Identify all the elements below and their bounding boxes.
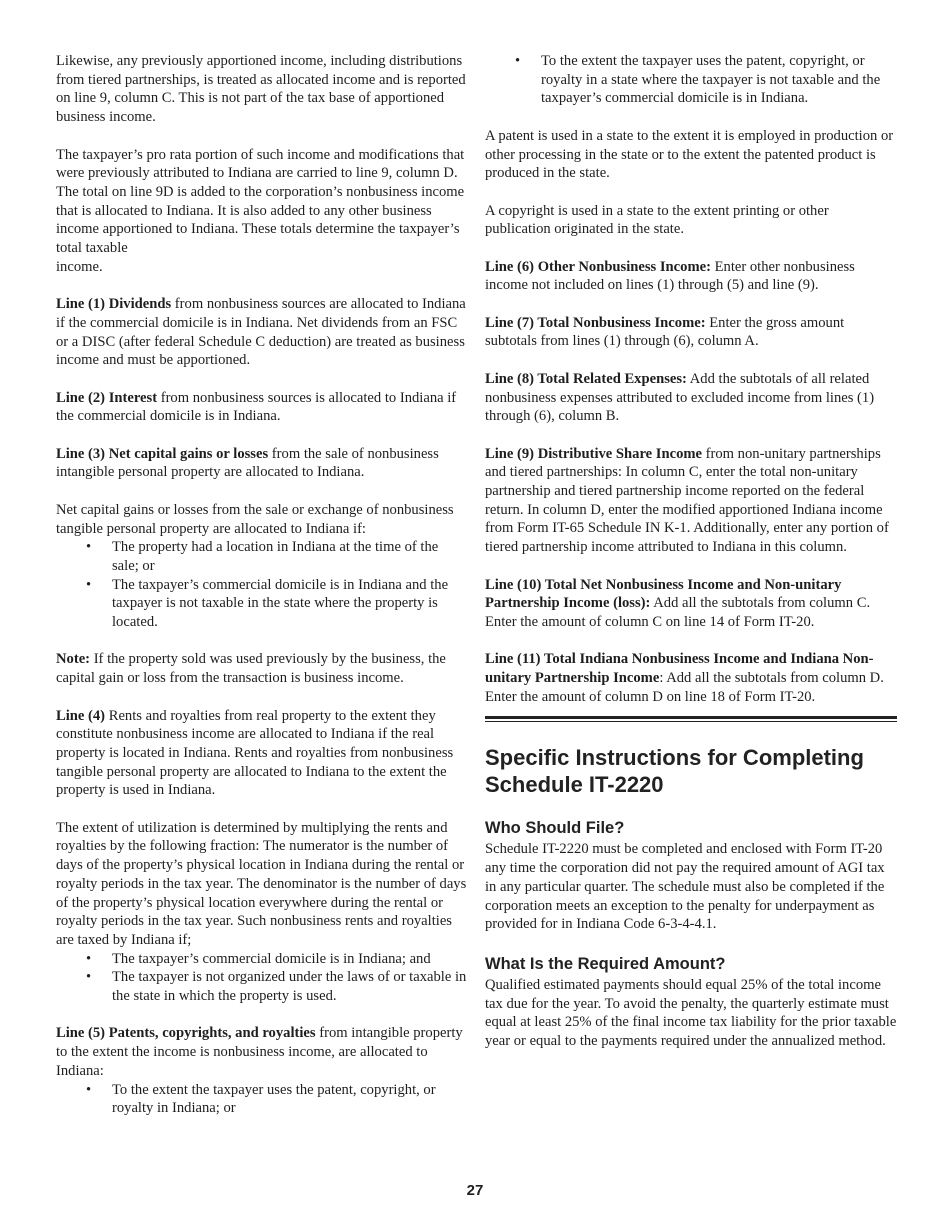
page-number: 27 — [466, 1182, 484, 1199]
extent-list — [56, 950, 468, 1006]
list-item: • The property had a location in Indiana at the time of the sale; or — [56, 538, 468, 575]
note-label: Note: — [56, 651, 91, 668]
list-item: • The taxpayer is not organized under the laws of or taxable in the state in which the property is used. — [56, 968, 468, 1005]
net-capital-intro: Net capital gains or losses from the sale or exchange of nonbusiness tangible personal property are allocated to Indiana if: — [56, 501, 454, 537]
line-6-text: Enter other nonbusiness income not included on lines (1) through (5) and line (9). — [485, 258, 855, 294]
line-5-list-continued — [485, 52, 897, 108]
line-10-text: Add all the subtotals from column C. Enter the amount of column C on line 14 of Form IT-20. — [485, 595, 871, 630]
pro-rata-text: The taxpayer’s pro rata portion of such income and modifications that were previously attributed to Indiana are carried to line 9, column D. The total on line 9D is added to the corporation’s nonbusiness income that is allocated to Indiana. It is also added to any other business income apportioned to Indiana. These totals determine the taxpayer’s total taxable — [56, 146, 465, 257]
line-5-list — [56, 1081, 468, 1118]
line-1-text: from nonbusiness sources are allocated to Indiana if the commercial domicile is in Indiana. Net dividends from an FSC or a DISC (after federal Schedule C deduction) are treated as business income and must be apportioned. — [56, 296, 466, 369]
left-column — [56, 52, 468, 1137]
right-column — [485, 52, 897, 1070]
line-2-label: Line (2) Interest — [56, 389, 158, 406]
line-8-text: Add the subtotals of all related nonbusiness expenses attributed to excluded income from lines (1) through (6), column B. — [485, 370, 875, 425]
required-amount-heading: What Is the Required Amount? — [485, 955, 726, 973]
line-2-text: from nonbusiness sources is allocated to Indiana if the commercial domicile is in Indiana. — [56, 389, 457, 425]
line-6-other-income — [485, 258, 897, 295]
section-title: Specific Instructions for Completing Schedule IT-2220 — [485, 745, 864, 798]
line-4-label: Line (4) — [56, 707, 106, 724]
line-11-total-indiana — [485, 650, 897, 706]
line-8-label: Line (8) Total Related Expenses: — [485, 370, 687, 387]
list-item: • The taxpayer’s commercial domicile is in Indiana and the taxpayer is not taxable in the state where the property is located. — [56, 576, 468, 632]
line-3-capital-gains — [56, 445, 468, 482]
line-4-rents — [56, 707, 468, 801]
paragraph-previously-apportioned: Likewise, any previously apportioned income, including distributions from tiered partnerships, is treated as allocated income and is reported on line 9, column C. This is not part of the tax base of apportioned business income. — [56, 53, 466, 126]
required-amount-text: Qualified estimated payments should equal 25% of the total income tax due for the year. To avoid the penalty, the quarterly estimate must equal at least 25% of the final income tax liability for the prior taxable year or equal to the payments required under the annualized method. — [485, 977, 897, 1050]
line-2-interest — [56, 389, 468, 426]
line-3-label: Line (3) Net capital gains or losses — [56, 445, 269, 462]
list-item: • To the extent the taxpayer uses the patent, copyright, or royalty in a state where the taxpayer is not taxable and the taxpayer’s commercial domicile is in Indiana. — [485, 52, 897, 108]
line-7-total-nonbusiness — [485, 314, 897, 351]
line-4-text: Rents and royalties from real property to the extent they constitute nonbusiness income are allocated to Indiana if the real property is located in Indiana. Rents and royalties from nonbusiness tangible personal property are allocated to Indiana to the extent the property is used in Indiana. — [56, 707, 454, 799]
section-divider — [485, 716, 897, 722]
extent-of-utilization: The extent of utilization is determined by multiplying the rents and royalties by the following fraction: The numerator is the number of days of the property’s physical location in Indiana during the rental or royalty periods in the tax year. The denominator is the number of days of the property’s physical location everywhere during the rental or royalty periods in the tax year. Such nonbusiness rents and royalties are taxed by Indiana if; — [56, 819, 467, 948]
list-item: • The taxpayer’s commercial domicile is in Indiana; and — [56, 950, 468, 969]
line-5-label: Line (5) Patents, copyrights, and royalties — [56, 1025, 316, 1042]
line-9-label: Line (9) Distributive Share Income — [485, 445, 703, 462]
line-1-dividends — [56, 295, 468, 370]
who-should-file-heading: Who Should File? — [485, 819, 625, 838]
line-5-patents — [56, 1024, 468, 1080]
net-capital-list — [56, 538, 468, 632]
line-9-distributive-share — [485, 445, 897, 557]
copyright-usage: A copyright is used in a state to the extent printing or other publication originated in the state. — [485, 202, 829, 238]
line-6-label: Line (6) Other Nonbusiness Income: — [485, 258, 711, 275]
list-item: • To the extent the taxpayer uses the patent, copyright, or royalty in Indiana; or — [56, 1081, 468, 1118]
patent-usage: A patent is used in a state to the extent it is employed in production or other processing in the state or to the extent the patented product is produced in the state. — [485, 127, 894, 182]
pro-rata-text-end: income. — [56, 258, 103, 275]
line-10-total-net — [485, 576, 897, 632]
line-7-label: Line (7) Total Nonbusiness Income: — [485, 314, 706, 331]
who-should-file-text: Schedule IT-2220 must be completed and enclosed with Form IT-20 any time the corporation did not pay the required amount of AGI tax in any particular quarter. The schedule must also be completed if the corporation meets an exception to the penalty for underpayment as provided for in Indiana Code 6-3-4-4.1. — [485, 841, 885, 933]
line-3-text: from the sale of nonbusiness intangible personal property are allocated to Indiana. — [56, 445, 439, 481]
line-11-text: : Add all the subtotals from column D. Enter the amount of column D on line 18 of Form IT-20. — [485, 670, 884, 705]
line-9-text: from non-unitary partnerships and tiered partnerships: In column C, enter the total non-unitary partnership and tiered partnership income reported on the federal return. In column D, enter the modified apportioned Indiana income from Form IT-65 Schedule IN K-1. Additionally, enter any portion of tiered partnership income attributed to Indiana in this column. — [485, 445, 889, 556]
note-paragraph — [56, 650, 468, 687]
paragraph-pro-rata — [56, 146, 468, 277]
note-text: If the property sold was used previously by the business, the capital gain or loss from the transaction is business income. — [56, 651, 446, 687]
line-1-label: Line (1) Dividends — [56, 296, 172, 313]
line-10-label: Line (10) Total Net Nonbusiness Income and Non-unitary Partnership Income (loss): — [485, 576, 842, 612]
line-5-text: from intangible property to the extent the income is nonbusiness income, are allocated to Indiana: — [56, 1025, 463, 1079]
line-11-label: Line (11) Total Indiana Nonbusiness Income and Indiana Non-unitary Partnership Income — [485, 651, 874, 687]
line-8-related-expenses — [485, 370, 897, 426]
line-7-text: Enter the gross amount subtotals from lines (1) through (6), column A. — [485, 314, 845, 350]
